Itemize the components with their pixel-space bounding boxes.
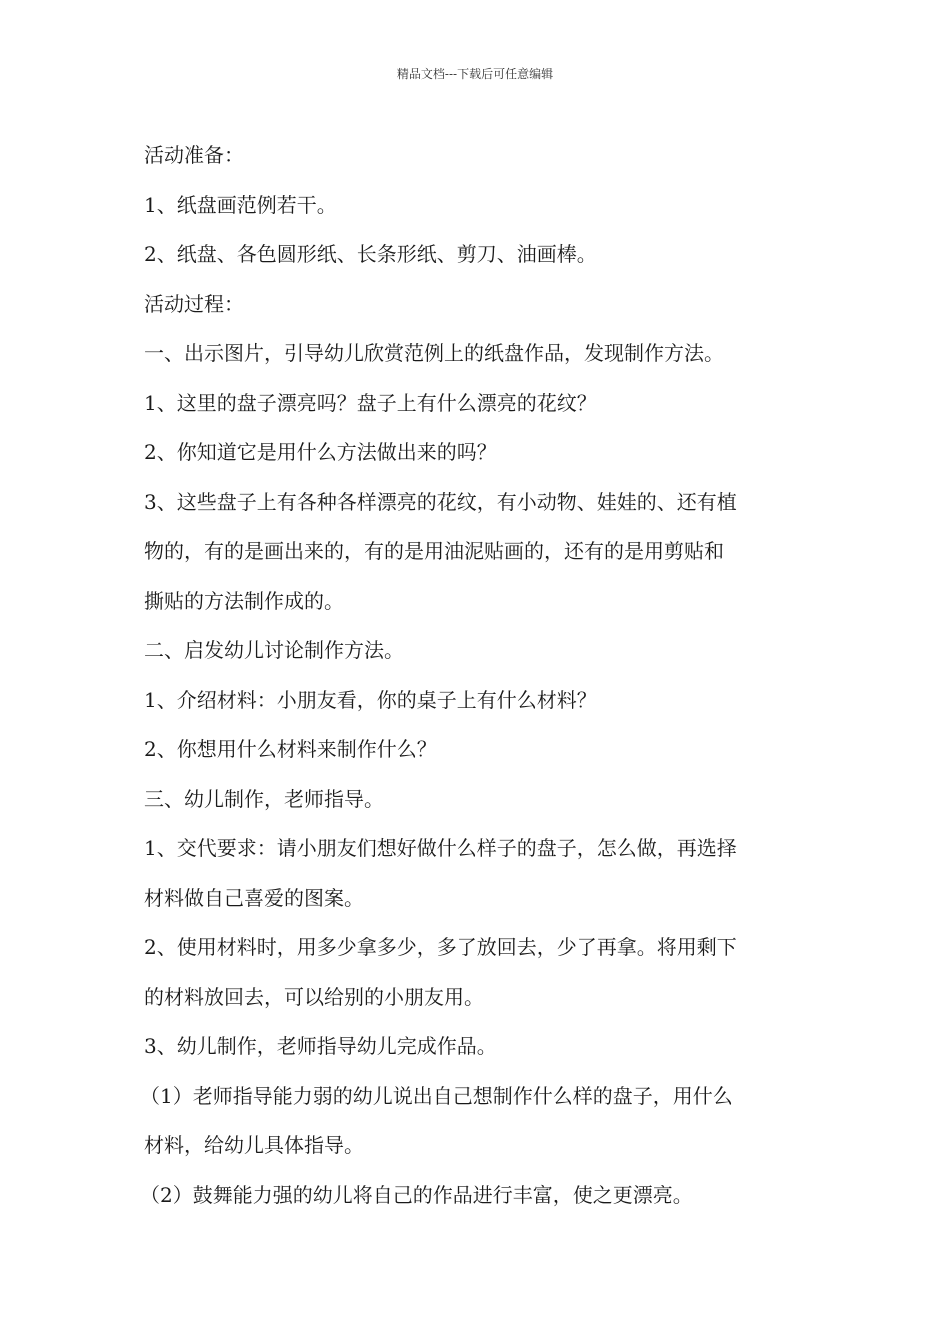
text-line: 3、这些盘子上有各种各样漂亮的花纹，有小动物、娃娃的、还有植: [144, 489, 737, 514]
text-line: 材料做自己喜爱的图案。: [144, 885, 364, 910]
text-line: 1、介绍材料：小朋友看，你的桌子上有什么材料？: [144, 687, 597, 712]
text-line: 的材料放回去，可以给别的小朋友用。: [144, 984, 484, 1009]
text-line: 撕贴的方法制作成的。: [144, 588, 344, 613]
document-body: [140, 131, 809, 1220]
page-header: 精品文档---下载后可任意编辑: [396, 67, 554, 81]
text-line: 1、这里的盘子漂亮吗？盘子上有什么漂亮的花纹？: [144, 390, 597, 415]
text-line: 1、纸盘画范例若干。: [144, 192, 337, 217]
step-heading-one: 一、出示图片，引导幼儿欣赏范例上的纸盘作品，发现制作方法。: [144, 341, 724, 365]
text-line: （1）老师指导能力弱的幼儿说出自己想制作什么样的盘子，用什么: [140, 1083, 733, 1108]
text-line: 2、你想用什么材料来制作什么？: [144, 737, 437, 761]
text-line: 材料，给幼儿具体指导。: [144, 1133, 364, 1157]
text-line: 1、交代要求：请小朋友们想好做什么样子的盘子，怎么做，再选择: [144, 836, 737, 860]
text-line: 3、幼儿制作，老师指导幼儿完成作品。: [144, 1034, 497, 1058]
text-line: 2、使用材料时，用多少拿多少，多了放回去，少了再拿。将用剩下: [144, 935, 737, 959]
step-heading-two: 二、启发幼儿讨论制作方法。: [144, 638, 404, 662]
step-heading-three: 三、幼儿制作，老师指导。: [144, 786, 384, 811]
text-line: 物的，有的是画出来的，有的是用油泥贴画的，还有的是用剪贴和: [144, 539, 724, 563]
section-heading-process: 活动过程：: [144, 291, 244, 316]
text-line: （2）鼓舞能力强的幼儿将自己的作品进行丰富，使之更漂亮。: [140, 1182, 693, 1207]
section-heading-preparation: 活动准备：: [144, 143, 244, 167]
text-line: 2、纸盘、各色圆形纸、长条形纸、剪刀、油画棒。: [144, 242, 597, 266]
text-line: 2、你知道它是用什么方法做出来的吗？: [144, 440, 497, 464]
